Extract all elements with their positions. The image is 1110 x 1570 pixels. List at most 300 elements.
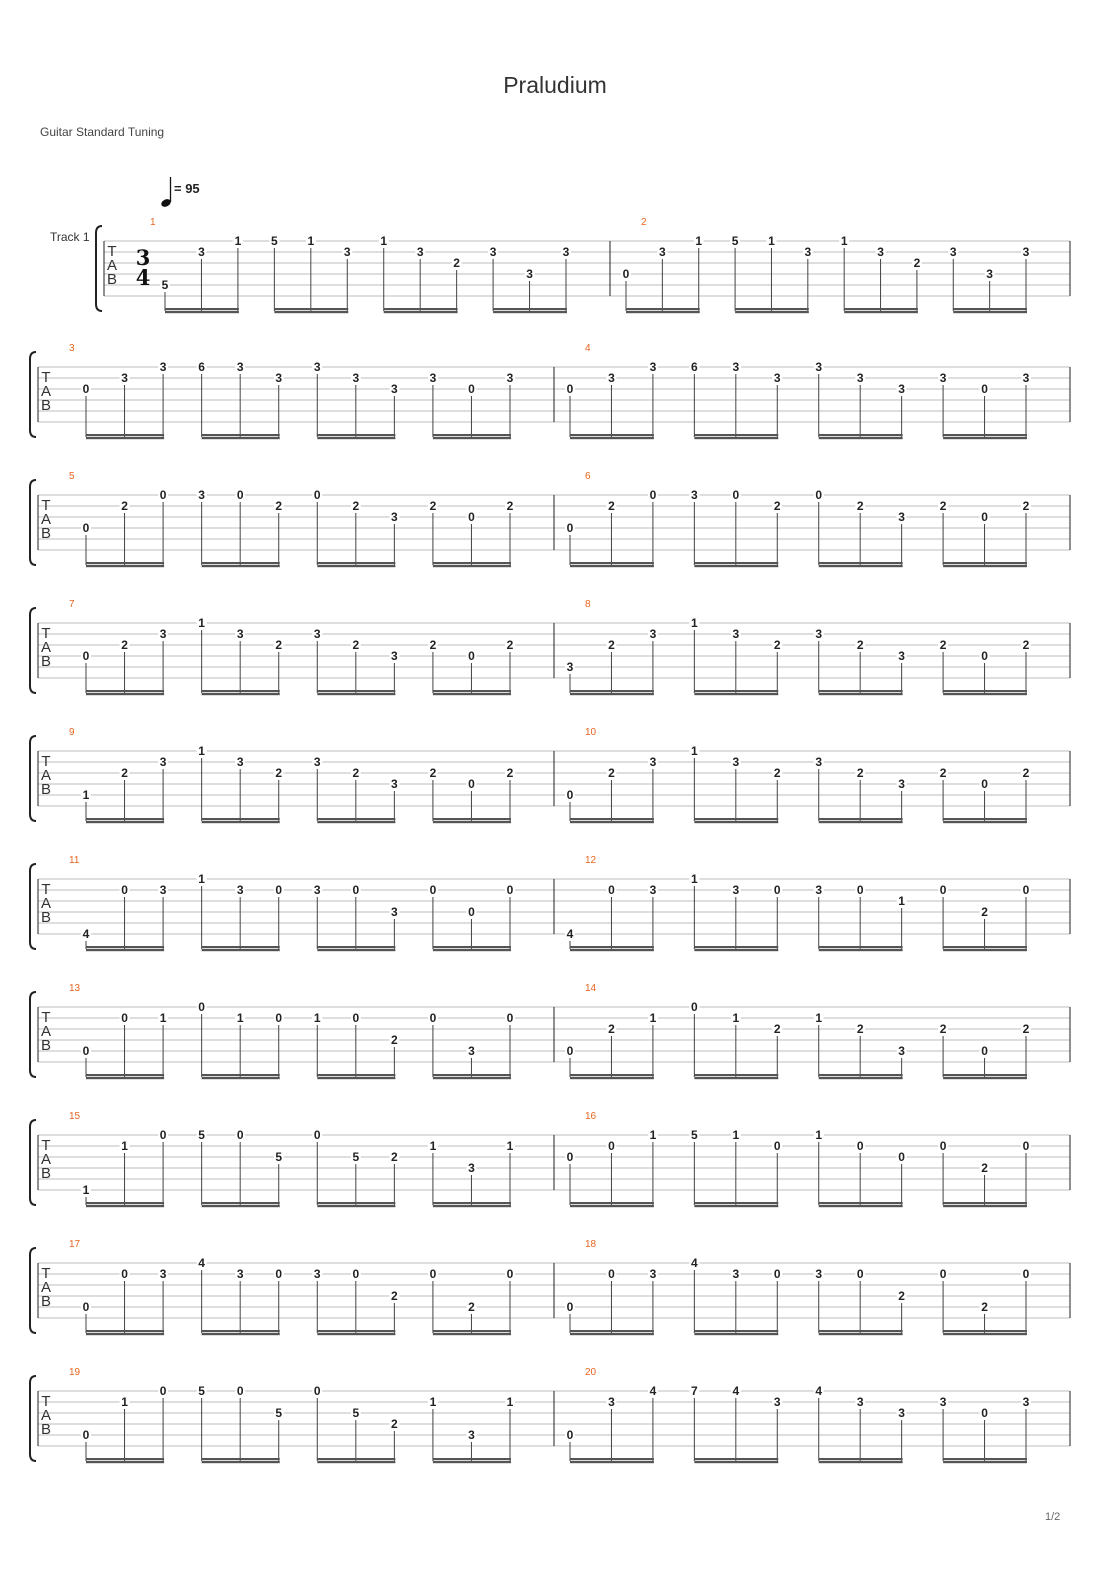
beam-secondary: [202, 437, 280, 439]
fret-number: 2: [391, 1033, 398, 1047]
fret-number: 3: [313, 627, 321, 641]
beam-primary: [317, 562, 395, 564]
fret-number: 0: [275, 883, 283, 897]
beam-primary: [86, 1074, 164, 1076]
fret-number: 0: [773, 883, 781, 897]
tab-clef-letter: B: [40, 1165, 52, 1182]
fret-number: 0: [608, 1139, 615, 1153]
beam-primary: [953, 308, 1027, 310]
fret-number: 1: [429, 1139, 437, 1153]
beam-secondary: [493, 311, 567, 313]
beam-primary: [943, 1202, 1027, 1204]
beam-secondary: [202, 1077, 280, 1079]
fret-number: 1: [691, 616, 698, 630]
measure-number: 16: [585, 1111, 597, 1122]
beam-secondary: [317, 1461, 395, 1463]
tab-clef-letter: T: [41, 1137, 51, 1154]
fret-number: 1: [236, 1011, 244, 1025]
beam-secondary: [694, 949, 778, 951]
tab-clef-letter: B: [40, 1421, 52, 1438]
beam-secondary: [202, 693, 280, 695]
fret-number: 2: [121, 638, 128, 652]
fret-number: 0: [1022, 1139, 1030, 1153]
beam-primary: [694, 562, 778, 564]
beam-secondary: [694, 693, 778, 695]
fret-number: 3: [608, 371, 615, 385]
fret-number: 0: [429, 1267, 437, 1281]
fret-number: 0: [352, 1011, 360, 1025]
beam-secondary: [943, 1333, 1027, 1335]
fret-number: 0: [82, 1428, 90, 1442]
beam-secondary: [86, 693, 164, 695]
fret-number: 3: [159, 627, 167, 641]
fret-number: 3: [566, 660, 574, 674]
fret-number: 0: [1022, 883, 1030, 897]
tab-clef-letter: T: [41, 1265, 51, 1282]
fret-number: 3: [815, 627, 823, 641]
fret-number: 3: [416, 245, 424, 259]
fret-number: 3: [506, 371, 514, 385]
fret-number: 3: [526, 267, 533, 281]
fret-number: 3: [732, 627, 740, 641]
fret-number: 0: [939, 1267, 947, 1281]
beam-primary: [819, 1202, 903, 1204]
beam-primary: [694, 1202, 778, 1204]
beam-primary: [317, 1330, 395, 1332]
fret-number: 2: [506, 499, 514, 513]
fret-number: 0: [352, 883, 360, 897]
beam-primary: [493, 308, 567, 310]
beam-secondary: [570, 821, 654, 823]
fret-number: 2: [773, 638, 781, 652]
beam-primary: [433, 1330, 511, 1332]
beam-primary: [433, 1074, 511, 1076]
fret-number: 0: [313, 488, 321, 502]
beam-primary: [202, 1330, 280, 1332]
fret-number: 2: [1022, 499, 1030, 513]
beam-secondary: [943, 693, 1027, 695]
beam-primary: [819, 818, 903, 820]
beam-secondary: [953, 311, 1027, 313]
fret-number: 3: [898, 382, 905, 396]
fret-number: 0: [981, 777, 988, 791]
fret-number: 3: [391, 777, 398, 791]
beam-primary: [694, 1074, 778, 1076]
time-signature-denominator: 4: [135, 265, 151, 290]
beam-primary: [570, 1074, 654, 1076]
beam-primary: [626, 308, 700, 310]
score-title: Praludium: [503, 72, 607, 98]
beam-secondary: [570, 437, 654, 439]
beam-secondary: [202, 821, 280, 823]
measure-number: 18: [585, 1239, 597, 1250]
beam-secondary: [86, 1077, 164, 1079]
beam-primary: [202, 818, 280, 820]
fret-number: 0: [566, 1044, 574, 1058]
fret-number: 0: [566, 1300, 574, 1314]
fret-number: 5: [731, 234, 739, 248]
beam-secondary: [570, 1461, 654, 1463]
fret-number: 3: [236, 1267, 244, 1281]
fret-number: 0: [236, 1128, 244, 1142]
beam-secondary: [86, 565, 164, 567]
fret-number: 1: [815, 1011, 823, 1025]
beam-primary: [570, 434, 654, 436]
system-bracket: [30, 352, 36, 437]
fret-number: 2: [608, 1022, 615, 1036]
fret-number: 1: [313, 1011, 321, 1025]
tab-clef-letter: T: [41, 1393, 51, 1410]
system-bracket: [30, 480, 36, 565]
tab-clef-letter: T: [41, 753, 51, 770]
fret-number: 3: [732, 360, 740, 374]
beam-primary: [819, 1330, 903, 1332]
beam-secondary: [317, 1205, 395, 1207]
fret-number: 0: [159, 488, 167, 502]
beam-secondary: [433, 437, 511, 439]
fret-number: 2: [391, 1150, 398, 1164]
beam-primary: [86, 1202, 164, 1204]
tab-clef-letter: B: [40, 1293, 52, 1310]
beam-secondary: [819, 1333, 903, 1335]
fret-number: 0: [121, 883, 128, 897]
tab-clef-letter: B: [40, 909, 52, 926]
fret-number: 2: [1022, 638, 1030, 652]
fret-number: 3: [939, 371, 947, 385]
beam-primary: [943, 946, 1027, 948]
fret-number: 0: [506, 1267, 514, 1281]
fret-number: 3: [939, 1395, 947, 1409]
fret-number: 3: [391, 905, 398, 919]
fret-number: 0: [159, 1128, 167, 1142]
beam-secondary: [819, 1461, 903, 1463]
fret-number: 3: [236, 360, 244, 374]
system-bracket: [30, 864, 36, 949]
fret-number: 0: [429, 1011, 437, 1025]
beam-secondary: [943, 1461, 1027, 1463]
fret-number: 0: [468, 649, 475, 663]
fret-number: 2: [121, 499, 128, 513]
beam-secondary: [202, 565, 280, 567]
beam-primary: [202, 1202, 280, 1204]
fret-number: 3: [898, 1044, 905, 1058]
fret-number: 3: [198, 245, 205, 259]
fret-number: 2: [275, 499, 283, 513]
beam-secondary: [819, 693, 903, 695]
fret-number: 0: [566, 1150, 574, 1164]
fret-number: 2: [352, 499, 360, 513]
measure-number: 3: [69, 343, 75, 354]
fret-number: 0: [121, 1267, 128, 1281]
fret-number: 3: [898, 510, 905, 524]
beam-primary: [86, 562, 164, 564]
beam-primary: [735, 308, 809, 310]
system-bracket: [30, 608, 36, 693]
fret-number: 6: [198, 360, 205, 374]
beam-primary: [317, 690, 395, 692]
fret-number: 3: [949, 245, 957, 259]
fret-number: 3: [804, 245, 812, 259]
fret-number: 1: [159, 1011, 167, 1025]
beam-secondary: [317, 821, 395, 823]
fret-number: 1: [234, 234, 242, 248]
beam-secondary: [626, 311, 700, 313]
beam-primary: [943, 1458, 1027, 1460]
measure-number: 6: [585, 471, 591, 482]
measure-number: 12: [585, 855, 597, 866]
beam-primary: [570, 1330, 654, 1332]
fret-number: 3: [159, 360, 167, 374]
fret-number: 0: [275, 1267, 283, 1281]
beam-primary: [819, 562, 903, 564]
fret-number: 2: [391, 1289, 398, 1303]
fret-number: 1: [506, 1395, 514, 1409]
beam-secondary: [819, 437, 903, 439]
tab-clef-letter: T: [41, 881, 51, 898]
beam-secondary: [433, 1461, 511, 1463]
fret-number: 3: [815, 1267, 823, 1281]
fret-number: 3: [815, 360, 823, 374]
beam-primary: [202, 1074, 280, 1076]
fret-number: 2: [453, 256, 460, 270]
beam-primary: [86, 1330, 164, 1332]
fret-number: 1: [649, 1128, 657, 1142]
fret-number: 2: [856, 766, 864, 780]
fret-number: 0: [236, 488, 244, 502]
fret-number: 0: [691, 1000, 698, 1014]
fret-number: 3: [986, 267, 993, 281]
fret-number: 1: [898, 894, 905, 908]
measure-number: 2: [641, 217, 647, 228]
fret-number: 4: [566, 927, 574, 941]
fret-number: 2: [506, 638, 514, 652]
fret-number: 3: [391, 649, 398, 663]
system-bracket: [30, 1376, 36, 1461]
track-label: Track 1: [50, 230, 90, 244]
beam-primary: [694, 690, 778, 692]
fret-number: 3: [732, 1267, 740, 1281]
beam-primary: [570, 690, 654, 692]
fret-number: 0: [313, 1384, 321, 1398]
fret-number: 4: [732, 1384, 740, 1398]
beam-primary: [943, 562, 1027, 564]
fret-number: 3: [313, 755, 321, 769]
fret-number: 0: [429, 883, 437, 897]
fret-number: 3: [732, 883, 740, 897]
beam-primary: [694, 818, 778, 820]
fret-number: 0: [82, 649, 90, 663]
beam-secondary: [433, 1205, 511, 1207]
beam-primary: [165, 308, 239, 310]
beam-primary: [317, 818, 395, 820]
beam-primary: [433, 562, 511, 564]
fret-number: 2: [352, 766, 360, 780]
beam-secondary: [317, 1333, 395, 1335]
fret-number: 0: [121, 1011, 128, 1025]
fret-number: 2: [856, 638, 864, 652]
fret-number: 0: [939, 883, 947, 897]
beam-secondary: [202, 1333, 280, 1335]
beam-secondary: [943, 821, 1027, 823]
measure-number: 11: [69, 855, 80, 866]
fret-number: 3: [489, 245, 497, 259]
fret-number: 0: [898, 1150, 905, 1164]
fret-number: 2: [981, 1161, 988, 1175]
time-signature-numerator: 3: [135, 245, 151, 270]
fret-number: 1: [121, 1139, 128, 1153]
measure-number: 20: [585, 1367, 597, 1378]
fret-number: 3: [236, 883, 244, 897]
beam-primary: [433, 818, 511, 820]
fret-number: 3: [773, 1395, 781, 1409]
fret-number: 5: [691, 1128, 698, 1142]
fret-number: 2: [391, 1417, 398, 1431]
fret-number: 3: [1022, 1395, 1030, 1409]
fret-number: 2: [608, 499, 615, 513]
fret-number: 2: [856, 1022, 864, 1036]
beam-secondary: [317, 1077, 395, 1079]
beam-primary: [433, 1458, 511, 1460]
beam-primary: [86, 1458, 164, 1460]
beam-primary: [86, 818, 164, 820]
beam-secondary: [570, 1077, 654, 1079]
beam-primary: [86, 946, 164, 948]
tab-clef-letter: A: [40, 511, 52, 528]
measure-number: 9: [69, 727, 75, 738]
fret-number: 2: [121, 766, 128, 780]
fret-number: 5: [198, 1384, 205, 1398]
fret-number: 0: [506, 883, 514, 897]
fret-number: 4: [198, 1256, 205, 1270]
beam-primary: [694, 946, 778, 948]
tab-clef-letter: A: [40, 639, 52, 656]
fret-number: 1: [380, 234, 388, 248]
measure-number: 19: [69, 1367, 81, 1378]
fret-number: 0: [506, 1011, 514, 1025]
fret-number: 1: [198, 872, 205, 886]
fret-number: 5: [271, 234, 278, 248]
fret-number: 0: [82, 521, 90, 535]
beam-primary: [819, 434, 903, 436]
beam-primary: [202, 690, 280, 692]
fret-number: 3: [877, 245, 884, 259]
beam-primary: [433, 434, 511, 436]
fret-number: 2: [898, 1289, 905, 1303]
fret-number: 3: [815, 883, 823, 897]
beam-secondary: [317, 693, 395, 695]
beam-secondary: [433, 821, 511, 823]
beam-secondary: [844, 311, 918, 313]
beam-secondary: [943, 1205, 1027, 1207]
tab-clef-letter: A: [40, 1407, 52, 1424]
beam-primary: [943, 1330, 1027, 1332]
beam-primary: [943, 1074, 1027, 1076]
fret-number: 0: [773, 1139, 781, 1153]
fret-number: 0: [566, 382, 574, 396]
beam-secondary: [86, 437, 164, 439]
fret-number: 3: [562, 245, 570, 259]
beam-primary: [433, 946, 511, 948]
fret-number: 0: [566, 1428, 574, 1442]
beam-secondary: [570, 949, 654, 951]
fret-number: 0: [82, 382, 90, 396]
fret-number: 3: [898, 1406, 905, 1420]
tab-clef-letter: B: [40, 525, 52, 542]
fret-number: 5: [352, 1406, 360, 1420]
tab-clef-letter: T: [41, 625, 51, 642]
fret-number: 0: [468, 382, 475, 396]
fret-number: 0: [981, 1044, 988, 1058]
fret-number: 3: [815, 755, 823, 769]
fret-number: 2: [773, 766, 781, 780]
beam-secondary: [694, 1077, 778, 1079]
beam-secondary: [202, 1461, 280, 1463]
fret-number: 3: [121, 371, 128, 385]
fret-number: 2: [352, 638, 360, 652]
fret-number: 7: [691, 1384, 698, 1398]
beam-secondary: [433, 1077, 511, 1079]
fret-number: 1: [840, 234, 848, 248]
measure-number: 10: [585, 727, 597, 738]
fret-number: 3: [313, 1267, 321, 1281]
beam-primary: [819, 690, 903, 692]
fret-number: 5: [161, 278, 169, 292]
fret-number: 2: [1022, 1022, 1030, 1036]
fret-number: 2: [429, 766, 437, 780]
fret-number: 5: [275, 1406, 283, 1420]
beam-secondary: [819, 1205, 903, 1207]
fret-number: 2: [773, 1022, 781, 1036]
fret-number: 0: [82, 1044, 90, 1058]
fret-number: 2: [1022, 766, 1030, 780]
fret-number: 0: [82, 1300, 90, 1314]
fret-number: 5: [352, 1150, 360, 1164]
beam-primary: [202, 946, 280, 948]
fret-number: 0: [622, 267, 630, 281]
tab-clef-letter: T: [41, 497, 51, 514]
fret-number: 3: [429, 371, 437, 385]
tab-clef-letter: A: [40, 1279, 52, 1296]
tab-clef-letter: B: [40, 781, 52, 798]
fret-number: 3: [659, 245, 666, 259]
beam-primary: [570, 818, 654, 820]
fret-number: 0: [236, 1384, 244, 1398]
beam-secondary: [943, 437, 1027, 439]
beam-secondary: [202, 1205, 280, 1207]
fret-number: 3: [649, 755, 657, 769]
beam-secondary: [570, 1205, 654, 1207]
beam-primary: [202, 434, 280, 436]
fret-number: 0: [313, 1128, 321, 1142]
fret-number: 3: [649, 883, 657, 897]
beam-secondary: [819, 821, 903, 823]
beam-primary: [943, 818, 1027, 820]
fret-number: 5: [275, 1150, 283, 1164]
fret-number: 3: [1022, 371, 1030, 385]
fret-number: 1: [691, 872, 698, 886]
fret-number: 0: [815, 488, 823, 502]
fret-number: 2: [913, 256, 921, 270]
beam-secondary: [165, 311, 239, 313]
fret-number: 3: [1022, 245, 1030, 259]
fret-number: 1: [649, 1011, 657, 1025]
fret-number: 3: [649, 360, 657, 374]
beam-secondary: [694, 821, 778, 823]
fret-number: 5: [198, 1128, 205, 1142]
system-bracket: [30, 736, 36, 821]
beam-secondary: [202, 949, 280, 951]
beam-primary: [317, 434, 395, 436]
